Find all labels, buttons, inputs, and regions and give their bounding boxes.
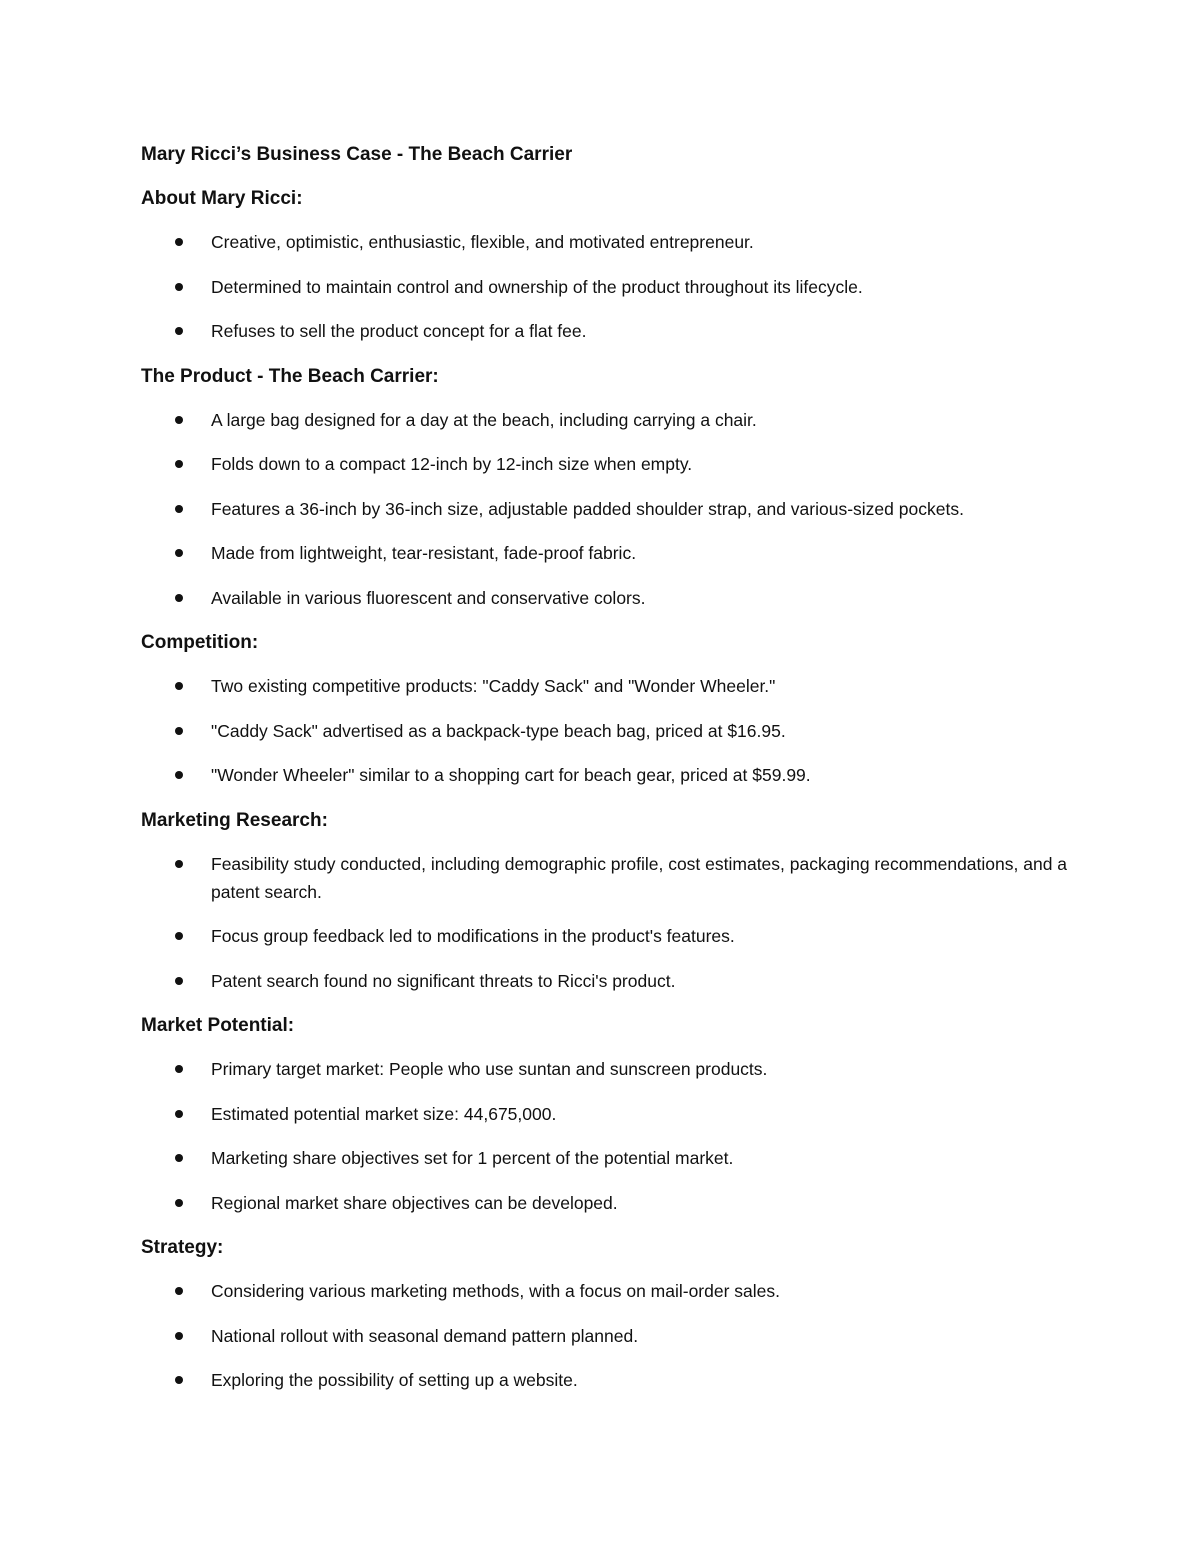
bullet-icon — [175, 1154, 183, 1162]
list-item-text: Determined to maintain control and ownership of the product throughout its lifecycle. — [211, 276, 863, 297]
bullet-list — [141, 228, 1101, 345]
list-item — [141, 850, 1101, 906]
list-item — [141, 539, 1101, 567]
list-item — [141, 1322, 1101, 1350]
bullet-icon — [175, 977, 183, 985]
section-heading: The Product - The Beach Carrier: — [141, 365, 439, 387]
list-item — [141, 1277, 1101, 1305]
section — [141, 628, 1101, 789]
section-heading: Marketing Research: — [141, 809, 328, 831]
list-item — [141, 1100, 1101, 1128]
list-item — [141, 761, 1101, 789]
list-item-text: Two existing competitive products: "Caddy Sack" and "Wonder Wheeler." — [211, 676, 776, 696]
bullet-icon — [175, 1287, 183, 1295]
bullet-icon — [175, 682, 183, 690]
list-item — [141, 672, 1101, 700]
list-item — [141, 273, 1101, 301]
list-item-text: National rollout with seasonal demand pattern planned. — [211, 1325, 639, 1346]
list-item-text: Made from lightweight, tear-resistant, fade-proof fabric. — [211, 543, 637, 563]
bullet-list — [141, 406, 1101, 612]
list-item-text: Marketing share objectives set for 1 percent of the potential market. — [211, 1148, 734, 1168]
bullet-icon — [175, 727, 183, 735]
list-item — [141, 717, 1101, 745]
bullet-icon — [175, 549, 183, 557]
document-title: Mary Ricci’s Business Case - The Beach Carrier — [141, 144, 573, 165]
list-item-text: "Wonder Wheeler" similar to a shopping cart for beach gear, priced at $59.99. — [211, 765, 811, 785]
section — [141, 362, 1101, 612]
bullet-icon — [175, 505, 183, 513]
bullet-icon — [175, 416, 183, 424]
section — [141, 806, 1101, 995]
list-item-text: Focus group feedback led to modifications in the product's features. — [211, 926, 735, 946]
bullet-icon — [175, 1376, 183, 1384]
list-item — [141, 1189, 1101, 1217]
list-item — [141, 1144, 1101, 1172]
section — [141, 184, 1101, 345]
list-item — [141, 228, 1101, 256]
bullet-icon — [175, 932, 183, 940]
list-item-text: Folds down to a compact 12-inch by 12-inch size when empty. — [211, 454, 693, 474]
list-item — [141, 922, 1101, 950]
list-item — [141, 1055, 1101, 1083]
sections-container — [141, 184, 1101, 1394]
section — [141, 1011, 1101, 1217]
section-heading: Strategy: — [141, 1237, 224, 1258]
bullet-icon — [175, 1065, 183, 1073]
bullet-icon — [175, 594, 183, 602]
list-item-text: Patent search found no significant threats to Ricci's product. — [211, 970, 676, 991]
bullet-icon — [175, 771, 183, 779]
list-item-text: Available in various fluorescent and conservative colors. — [211, 587, 646, 608]
list-item-text: Considering various marketing methods, with a focus on mail-order sales. — [211, 1281, 781, 1301]
list-item-text: Estimated potential market size: 44,675,000. — [211, 1103, 557, 1124]
bullet-icon — [175, 860, 183, 868]
bullet-icon — [175, 283, 183, 291]
bullet-list — [141, 1277, 1101, 1394]
list-item — [141, 317, 1101, 345]
list-item-text: Regional market share objectives can be developed. — [211, 1192, 618, 1213]
bullet-icon — [175, 327, 183, 335]
list-item — [141, 495, 1101, 523]
list-item-text: Creative, optimistic, enthusiastic, flexible, and motivated entrepreneur. — [211, 232, 754, 252]
list-item-text: A large bag designed for a day at the beach, including carrying a chair. — [211, 409, 757, 430]
document-page — [141, 140, 1101, 1411]
section-heading: Competition: — [141, 632, 259, 653]
bullet-icon — [175, 1110, 183, 1118]
bullet-list — [141, 850, 1101, 995]
list-item — [141, 1366, 1101, 1394]
bullet-icon — [175, 1199, 183, 1207]
bullet-list — [141, 672, 1101, 789]
bullet-icon — [175, 460, 183, 468]
bullet-icon — [175, 1332, 183, 1340]
bullet-list — [141, 1055, 1101, 1217]
list-item — [141, 450, 1101, 478]
list-item-text: Primary target market: People who use suntan and sunscreen products. — [211, 1059, 768, 1079]
list-item-text: Refuses to sell the product concept for a flat fee. — [211, 321, 587, 341]
section-heading: About Mary Ricci: — [141, 188, 303, 209]
list-item — [141, 584, 1101, 612]
list-item-text: Features a 36-inch by 36-inch size, adjustable padded shoulder strap, and various-sized pockets. — [211, 498, 964, 519]
bullet-icon — [175, 238, 183, 246]
list-item-text: Feasibility study conducted, including demographic profile, cost estimates, packaging recommendations, and a patent search. — [211, 853, 1068, 902]
list-item — [141, 967, 1101, 995]
list-item — [141, 406, 1101, 434]
section-heading: Market Potential: — [141, 1015, 295, 1036]
section — [141, 1233, 1101, 1394]
list-item-text: "Caddy Sack" advertised as a backpack-type beach bag, priced at $16.95. — [211, 720, 786, 741]
list-item-text: Exploring the possibility of setting up a website. — [211, 1370, 578, 1390]
